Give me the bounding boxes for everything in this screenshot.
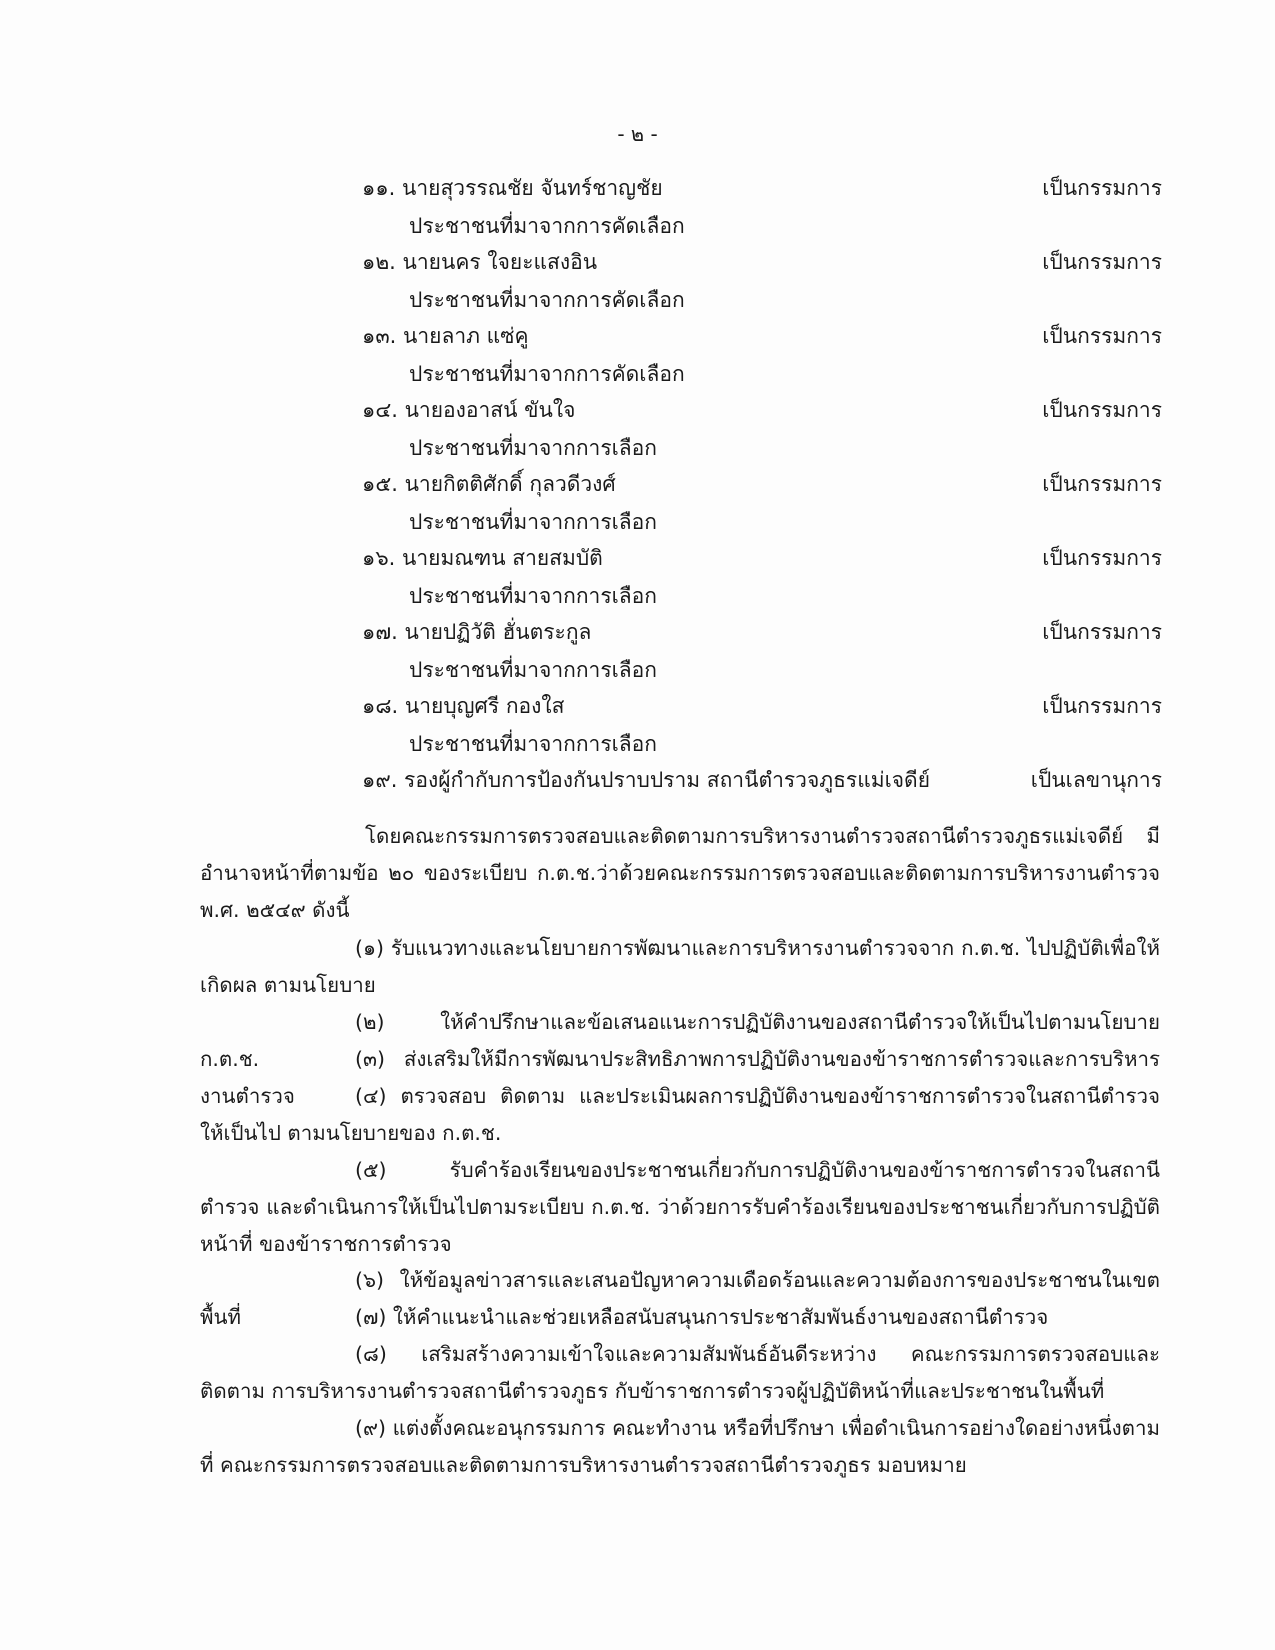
member-role: เป็นกรรมการ	[1042, 546, 1162, 570]
intro-paragraph: โดยคณะกรรมการตรวจสอบและติดตามการบริหารงานตำรวจสถานีตำรวจภูธรแม่เจดีย์ มีอำนาจหน้าที่ตามข้อ ๒๐ ของระเบียบ ก.ต.ช.ว่าด้วยคณะกรรมการตรวจสอบและติดตามการบริหารงานตำรวจ พ.ศ. ๒๕๔๙ ดังนี้	[200, 824, 1160, 922]
member-note: ประชาชนที่มาจากการคัดเลือก	[409, 288, 685, 312]
member-note: ประชาชนที่มาจากการเลือก	[409, 658, 657, 682]
duty-item: (๔) ตรวจสอบ ติดตาม และประเมินผลการปฏิบัติงานของข้าราชการตำรวจในสถานีตำรวจให้เป็นไป ตามนโยบายของ ก.ต.ช.	[200, 1084, 1160, 1145]
member-note: ประชาชนที่มาจากการคัดเลือก	[409, 362, 685, 386]
duty-item: (๑) รับแนวทางและนโยบายการพัฒนาและการบริหารงานตำรวจจาก ก.ต.ช. ไปปฏิบัติเพื่อให้เกิดผล ตามนโยบาย	[200, 936, 1160, 997]
member-item	[362, 318, 1162, 394]
member-name: ๑๓. นายลาภ แซ่คู	[362, 324, 529, 348]
duty-item: (๒) ให้คำปรึกษาและข้อเสนอแนะการปฏิบัติงานของสถานีตำรวจให้เป็นไปตามนโยบาย ก.ต.ช.	[200, 1010, 1160, 1071]
member-note: ประชาชนที่มาจากการเลือก	[409, 584, 657, 608]
member-item	[362, 170, 1162, 246]
member-name: ๑๑. นายสุวรรณชัย จันทร์ชาญชัย	[362, 176, 663, 200]
member-item	[362, 244, 1162, 320]
member-item	[362, 614, 1162, 690]
member-name: ๑๒. นายนคร ใจยะแสงอิน	[362, 250, 598, 274]
member-role: เป็นกรรมการ	[1042, 398, 1162, 422]
member-item	[362, 466, 1162, 542]
duty-item: (๖) ให้ข้อมูลข่าวสารและเสนอปัญหาความเดือดร้อนและความต้องการของประชาชนในเขตพื้นที่	[200, 1268, 1160, 1329]
duty-item: (๕) รับคำร้องเรียนของประชาชนเกี่ยวกับการปฏิบัติงานของข้าราชการตำรวจในสถานีตำรวจ และดำเนินการให้เป็นไปตามระเบียบ ก.ต.ช. ว่าด้วยการรับคำร้องเรียนของประชาชนเกี่ยวกับการปฏิบัติหน้าที่ ของข้าราชการตำรวจ	[200, 1158, 1160, 1256]
member-item	[362, 540, 1162, 616]
member-role: เป็นกรรมการ	[1042, 620, 1162, 644]
member-name: ๑๗. นายปฏิวัติ ฮั่นตระกูล	[362, 620, 592, 644]
duty-item: (๓) ส่งเสริมให้มีการพัฒนาประสิทธิภาพการปฏิบัติงานของข้าราชการตำรวจและการบริหารงานตำรวจ	[200, 1047, 1160, 1108]
member-role: เป็นกรรมการ	[1042, 694, 1162, 718]
duty-item: (๙) แต่งตั้งคณะอนุกรรมการ คณะทำงาน หรือที่ปรึกษา เพื่อดำเนินการอย่างใดอย่างหนึ่งตามที่ คณะกรรมการตรวจสอบและติดตามการบริหารงานตำรวจสถานีตำรวจภูธร มอบหมาย	[200, 1416, 1160, 1477]
member-name: ๑๖. นายมณฑน สายสมบัติ	[362, 546, 603, 570]
member-role: เป็นกรรมการ	[1042, 472, 1162, 496]
member-item	[362, 688, 1162, 764]
member-role: เป็นกรรมการ	[1042, 324, 1162, 348]
member-name: ๑๕. นายกิตติศักดิ์ กุลวดีวงศ์	[362, 472, 616, 496]
member-name: ๑๘. นายบุญศรี กองใส	[362, 694, 565, 718]
member-role: เป็นกรรมการ	[1042, 176, 1162, 200]
member-note: ประชาชนที่มาจากการเลือก	[409, 436, 657, 460]
member-name: ๑๔. นายองอาสน์ ขันใจ	[362, 398, 576, 422]
duty-item: (๗) ให้คำแนะนำและช่วยเหลือสนับสนุนการประชาสัมพันธ์งานของสถานีตำรวจ	[355, 1305, 1049, 1329]
member-item	[362, 392, 1162, 468]
member-item	[362, 762, 1162, 800]
member-note: ประชาชนที่มาจากการเลือก	[409, 510, 657, 534]
member-role: เป็นกรรมการ	[1042, 250, 1162, 274]
member-name: ๑๙. รองผู้กำกับการป้องกันปราบปราม สถานีตำรวจภูธรแม่เจดีย์	[362, 768, 930, 792]
member-note: ประชาชนที่มาจากการเลือก	[409, 732, 657, 756]
duty-item: (๘) เสริมสร้างความเข้าใจและความสัมพันธ์อันดีระหว่าง คณะกรรมการตรวจสอบและติดตาม การบริหารงานตำรวจสถานีตำรวจภูธร กับข้าราชการตำรวจผู้ปฏิบัติหน้าที่และประชาชนในพื้นที่	[200, 1342, 1160, 1403]
member-note: ประชาชนที่มาจากการคัดเลือก	[409, 214, 685, 238]
member-role: เป็นเลขานุการ	[1030, 768, 1162, 792]
page-number: - ๒ -	[617, 122, 658, 146]
